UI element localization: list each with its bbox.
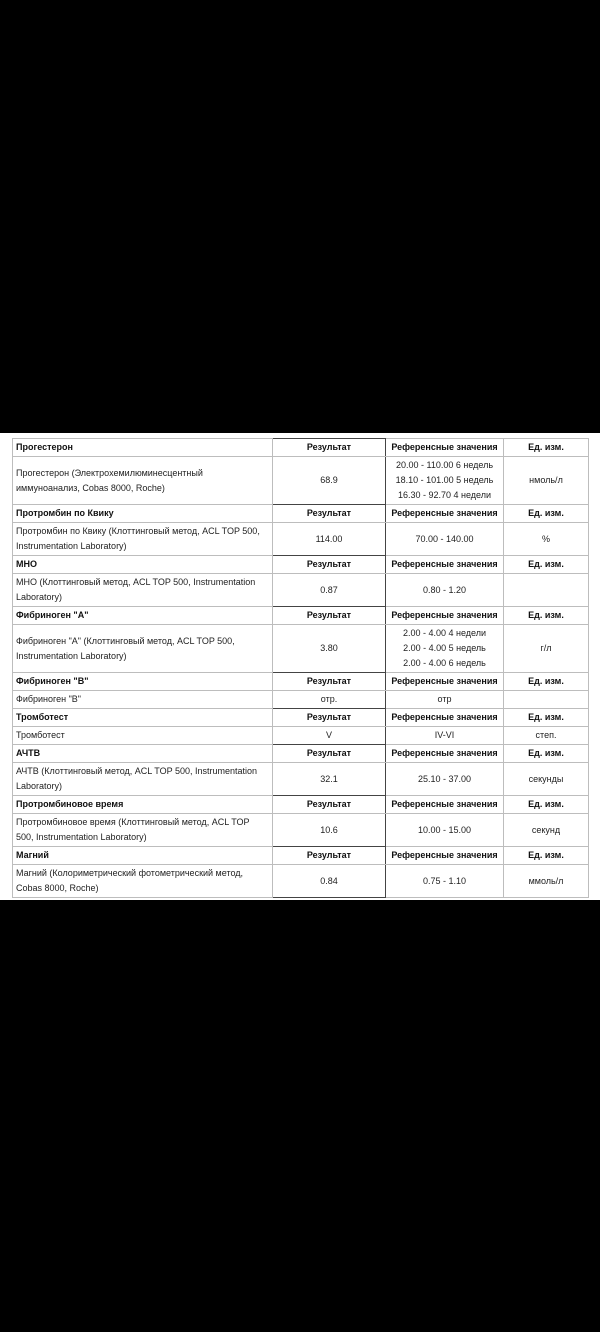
section-title: Фибриноген "В" [13, 673, 273, 691]
lab-results-table [12, 438, 589, 898]
section-title: Магний [13, 847, 273, 865]
unit-value: % [504, 523, 589, 556]
reference-column-header: Референсные значения [386, 745, 504, 763]
result-value: отр. [273, 691, 386, 709]
reference-range-line: 25.10 - 37.00 [417, 773, 472, 784]
unit-column-header: Ед. изм. [504, 745, 589, 763]
reference-range [386, 727, 504, 745]
result-column-header: Результат [273, 556, 386, 574]
unit-value: г/л [504, 625, 589, 673]
section-header-row [13, 745, 589, 763]
section-header-row [13, 439, 589, 457]
reference-range-line: 16.30 - 92.70 4 недели [397, 490, 492, 500]
reference-range-line: 2.00 - 4.00 5 недель [403, 643, 486, 653]
result-column-header: Результат [273, 505, 386, 523]
unit-value: секунды [504, 763, 589, 796]
result-value: 3.80 [273, 625, 386, 673]
reference-column-header: Референсные значения [386, 439, 504, 457]
reference-column-header: Референсные значения [386, 556, 504, 574]
test-name: Фибриноген "А" (Клоттинговый метод, ACL TOP 500, Instrumentation Laboratory) [13, 625, 273, 673]
table-row [13, 727, 589, 745]
section-header-row [13, 673, 589, 691]
test-name: Магний (Колориметрический фотометрический метод, Cobas 8000, Roche) [13, 865, 273, 898]
section-title: Протромбиновое время [13, 796, 273, 814]
result-value: 68.9 [273, 457, 386, 505]
unit-column-header: Ед. изм. [504, 709, 589, 727]
section-header-row [13, 505, 589, 523]
unit-column-header: Ед. изм. [504, 607, 589, 625]
result-value: V [273, 727, 386, 745]
reference-column-header: Референсные значения [386, 847, 504, 865]
test-name: Фибриноген "В" [13, 691, 273, 709]
reference-range-line: 0.80 - 1.20 [422, 584, 467, 595]
reference-column-header: Референсные значения [386, 796, 504, 814]
unit-column-header: Ед. изм. [504, 439, 589, 457]
unit-value: нмоль/л [504, 457, 589, 505]
reference-column-header: Референсные значения [386, 505, 504, 523]
table-row [13, 457, 589, 505]
section-header-row [13, 796, 589, 814]
table-row [13, 523, 589, 556]
reference-range-line: отр [437, 694, 452, 704]
section-header-row [13, 709, 589, 727]
reference-range [386, 574, 504, 607]
unit-value [504, 574, 589, 607]
reference-column-header: Референсные значения [386, 709, 504, 727]
unit-value [504, 691, 589, 709]
section-title: Тромботест [13, 709, 273, 727]
reference-range [386, 865, 504, 898]
table-row [13, 763, 589, 796]
reference-range-line: 0.75 - 1.10 [422, 875, 467, 886]
section-title: Фибриноген "А" [13, 607, 273, 625]
reference-range-line: 10.00 - 15.00 [417, 824, 472, 835]
unit-column-header: Ед. изм. [504, 847, 589, 865]
section-title: Протромбин по Квику [13, 505, 273, 523]
reference-range-line: 2.00 - 4.00 6 недель [403, 658, 486, 668]
table-row [13, 865, 589, 898]
result-column-header: Результат [273, 745, 386, 763]
reference-range [386, 814, 504, 847]
result-column-header: Результат [273, 709, 386, 727]
reference-range [386, 625, 504, 673]
result-column-header: Результат [273, 607, 386, 625]
test-name: Тромботест [13, 727, 273, 745]
result-column-header: Результат [273, 796, 386, 814]
reference-range-line: 70.00 - 140.00 [415, 533, 474, 544]
result-column-header: Результат [273, 439, 386, 457]
unit-column-header: Ед. изм. [504, 796, 589, 814]
result-value: 0.87 [273, 574, 386, 607]
result-value: 32.1 [273, 763, 386, 796]
section-header-row [13, 556, 589, 574]
lab-results-document [0, 433, 600, 900]
reference-range-line: 20.00 - 110.00 6 недель [395, 460, 494, 470]
result-column-header: Результат [273, 673, 386, 691]
unit-value: секунд [504, 814, 589, 847]
reference-range-line: IV-VI [434, 730, 455, 740]
section-header-row [13, 607, 589, 625]
test-name: Протромбиновое время (Клоттинговый метод, ACL TOP 500, Instrumentation Laboratory) [13, 814, 273, 847]
reference-range-line: 2.00 - 4.00 4 недели [402, 628, 487, 638]
table-row [13, 814, 589, 847]
unit-column-header: Ед. изм. [504, 505, 589, 523]
reference-range [386, 691, 504, 709]
section-title: Прогестерон [13, 439, 273, 457]
test-name: МНО (Клоттинговый метод, ACL TOP 500, Instrumentation Laboratory) [13, 574, 273, 607]
section-header-row [13, 847, 589, 865]
table-row [13, 625, 589, 673]
section-title: АЧТВ [13, 745, 273, 763]
reference-range [386, 763, 504, 796]
test-name: Протромбин по Квику (Клоттинговый метод, ACL TOP 500, Instrumentation Laboratory) [13, 523, 273, 556]
result-column-header: Результат [273, 847, 386, 865]
unit-value: ммоль/л [504, 865, 589, 898]
unit-column-header: Ед. изм. [504, 673, 589, 691]
unit-column-header: Ед. изм. [504, 556, 589, 574]
reference-column-header: Референсные значения [386, 673, 504, 691]
test-name: Прогестерон (Электрохемилюминесцентный иммуноанализ, Cobas 8000, Roche) [13, 457, 273, 505]
reference-range [386, 457, 504, 505]
result-value: 0.84 [273, 865, 386, 898]
test-name: АЧТВ (Клоттинговый метод, ACL TOP 500, Instrumentation Laboratory) [13, 763, 273, 796]
reference-column-header: Референсные значения [386, 607, 504, 625]
unit-value: степ. [504, 727, 589, 745]
section-title: МНО [13, 556, 273, 574]
table-row [13, 574, 589, 607]
table-row [13, 691, 589, 709]
result-value: 114.00 [273, 523, 386, 556]
reference-range-line: 18.10 - 101.00 5 недель [395, 475, 494, 485]
reference-range [386, 523, 504, 556]
result-value: 10.6 [273, 814, 386, 847]
